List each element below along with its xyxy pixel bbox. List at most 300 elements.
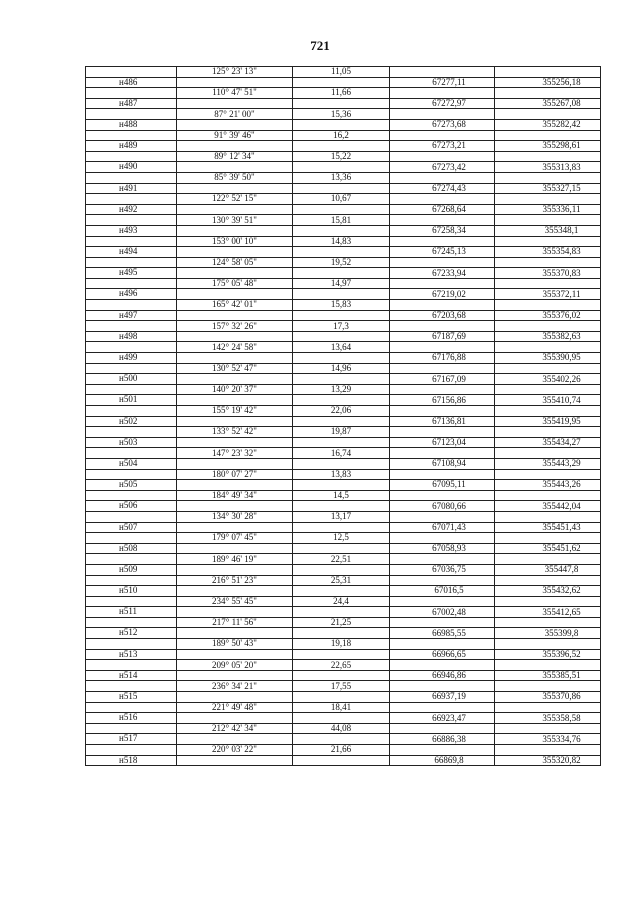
table-row: [86, 406, 601, 417]
distance-cell: [293, 755, 390, 766]
point-name-cell: [86, 406, 177, 417]
x-coordinate-cell: [390, 257, 495, 268]
distance-cell: [293, 183, 390, 194]
y-coordinate-cell: 355451,62: [495, 543, 601, 554]
x-coordinate-cell: 67176,88: [390, 353, 495, 364]
table-row: [86, 575, 601, 586]
x-coordinate-cell: [390, 639, 495, 650]
table-row: [86, 289, 601, 300]
distance-cell: 19,18: [293, 639, 390, 650]
y-coordinate-cell: [495, 660, 601, 671]
distance-cell: [293, 162, 390, 173]
table-row: [86, 342, 601, 353]
distance-cell: 17,55: [293, 681, 390, 692]
point-name-cell: [86, 257, 177, 268]
x-coordinate-cell: 67071,43: [390, 522, 495, 533]
direction-angle-cell: 91° 39' 46": [177, 130, 293, 141]
direction-angle-cell: [177, 162, 293, 173]
y-coordinate-cell: 355396,52: [495, 649, 601, 660]
direction-angle-cell: [177, 247, 293, 258]
point-name-cell: н518: [86, 755, 177, 766]
y-coordinate-cell: [495, 723, 601, 734]
x-coordinate-cell: [390, 88, 495, 99]
direction-angle-cell: 124° 58' 05": [177, 257, 293, 268]
y-coordinate-cell: 355313,83: [495, 162, 601, 173]
direction-angle-cell: [177, 564, 293, 575]
point-name-cell: [86, 300, 177, 311]
table-row: [86, 247, 601, 258]
direction-angle-cell: [177, 119, 293, 130]
direction-angle-cell: [177, 480, 293, 491]
direction-angle-cell: [177, 310, 293, 321]
table-row: [86, 215, 601, 226]
table-row: [86, 77, 601, 88]
x-coordinate-cell: 67167,09: [390, 374, 495, 385]
x-coordinate-cell: 67245,13: [390, 247, 495, 258]
point-name-cell: [86, 236, 177, 247]
distance-cell: [293, 141, 390, 152]
table-row: [86, 564, 601, 575]
direction-angle-cell: [177, 98, 293, 109]
y-coordinate-cell: 355412,65: [495, 607, 601, 618]
point-name-cell: н517: [86, 734, 177, 745]
table-row: [86, 734, 601, 745]
y-coordinate-cell: [495, 236, 601, 247]
y-coordinate-cell: 355443,29: [495, 458, 601, 469]
y-coordinate-cell: 355327,15: [495, 183, 601, 194]
direction-angle-cell: 142° 24' 58": [177, 342, 293, 353]
y-coordinate-cell: 355298,61: [495, 141, 601, 152]
y-coordinate-cell: [495, 257, 601, 268]
x-coordinate-cell: 67136,81: [390, 416, 495, 427]
point-name-cell: [86, 194, 177, 205]
distance-cell: [293, 247, 390, 258]
x-coordinate-cell: 67156,86: [390, 395, 495, 406]
table-row: [86, 554, 601, 565]
table-row: [86, 183, 601, 194]
distance-cell: 21,25: [293, 617, 390, 628]
table-row: [86, 723, 601, 734]
point-name-cell: [86, 384, 177, 395]
y-coordinate-cell: 355336,11: [495, 204, 601, 215]
direction-angle-cell: [177, 670, 293, 681]
y-coordinate-cell: 355410,74: [495, 395, 601, 406]
x-coordinate-cell: 66923,47: [390, 713, 495, 724]
x-coordinate-cell: [390, 130, 495, 141]
point-name-cell: [86, 745, 177, 756]
y-coordinate-cell: [495, 511, 601, 522]
direction-angle-cell: 89° 12' 34": [177, 151, 293, 162]
y-coordinate-cell: 355451,43: [495, 522, 601, 533]
direction-angle-cell: 189° 50' 43": [177, 639, 293, 650]
point-name-cell: н510: [86, 586, 177, 597]
distance-cell: 13,29: [293, 384, 390, 395]
direction-angle-cell: [177, 713, 293, 724]
x-coordinate-cell: 67095,11: [390, 480, 495, 491]
y-coordinate-cell: 355443,26: [495, 480, 601, 491]
table-row: [86, 130, 601, 141]
distance-cell: [293, 586, 390, 597]
y-coordinate-cell: [495, 194, 601, 205]
point-name-cell: [86, 702, 177, 713]
direction-angle-cell: 180° 07' 27": [177, 469, 293, 480]
table-row: [86, 194, 601, 205]
point-name-cell: н500: [86, 374, 177, 385]
distance-cell: 15,83: [293, 300, 390, 311]
x-coordinate-cell: [390, 406, 495, 417]
distance-cell: [293, 98, 390, 109]
table-row: [86, 98, 601, 109]
distance-cell: 25,31: [293, 575, 390, 586]
table-row: [86, 649, 601, 660]
x-coordinate-cell: 67273,68: [390, 119, 495, 130]
x-coordinate-cell: [390, 236, 495, 247]
table-row: [86, 469, 601, 480]
point-name-cell: н491: [86, 183, 177, 194]
distance-cell: [293, 564, 390, 575]
direction-angle-cell: [177, 183, 293, 194]
direction-angle-cell: 221° 49' 48": [177, 702, 293, 713]
y-coordinate-cell: [495, 554, 601, 565]
point-name-cell: н504: [86, 458, 177, 469]
direction-angle-cell: 212° 42' 34": [177, 723, 293, 734]
direction-angle-cell: 134° 30' 28": [177, 511, 293, 522]
y-coordinate-cell: [495, 702, 601, 713]
distance-cell: 11,05: [293, 67, 390, 78]
direction-angle-cell: 209° 05' 20": [177, 660, 293, 671]
x-coordinate-cell: 67203,68: [390, 310, 495, 321]
point-name-cell: н492: [86, 204, 177, 215]
point-name-cell: [86, 130, 177, 141]
distance-cell: 16,2: [293, 130, 390, 141]
point-name-cell: н513: [86, 649, 177, 660]
distance-cell: [293, 119, 390, 130]
direction-angle-cell: [177, 586, 293, 597]
y-coordinate-cell: 355402,26: [495, 374, 601, 385]
direction-angle-cell: 216° 51' 23": [177, 575, 293, 586]
point-name-cell: [86, 617, 177, 628]
distance-cell: 12,5: [293, 533, 390, 544]
y-coordinate-cell: 355399,8: [495, 628, 601, 639]
direction-angle-cell: [177, 225, 293, 236]
x-coordinate-cell: 66937,19: [390, 692, 495, 703]
table-row: [86, 268, 601, 279]
point-name-cell: н499: [86, 353, 177, 364]
direction-angle-cell: [177, 458, 293, 469]
x-coordinate-cell: 66966,65: [390, 649, 495, 660]
table-row: [86, 119, 601, 130]
point-name-cell: [86, 67, 177, 78]
direction-angle-cell: 130° 39' 51": [177, 215, 293, 226]
table-row: [86, 660, 601, 671]
table-row: [86, 88, 601, 99]
distance-cell: 19,87: [293, 427, 390, 438]
point-name-cell: н512: [86, 628, 177, 639]
direction-angle-cell: [177, 522, 293, 533]
distance-cell: [293, 458, 390, 469]
x-coordinate-cell: [390, 723, 495, 734]
y-coordinate-cell: [495, 639, 601, 650]
y-coordinate-cell: 355320,82: [495, 755, 601, 766]
point-name-cell: [86, 596, 177, 607]
table-row: [86, 109, 601, 120]
y-coordinate-cell: [495, 681, 601, 692]
point-name-cell: [86, 681, 177, 692]
direction-angle-cell: 87° 21' 00": [177, 109, 293, 120]
direction-angle-cell: [177, 543, 293, 554]
direction-angle-cell: 184° 49' 34": [177, 490, 293, 501]
x-coordinate-cell: [390, 67, 495, 78]
point-name-cell: н495: [86, 268, 177, 279]
x-coordinate-cell: [390, 660, 495, 671]
direction-angle-cell: 110° 47' 51": [177, 88, 293, 99]
x-coordinate-cell: [390, 427, 495, 438]
direction-angle-cell: 147° 23' 32": [177, 448, 293, 459]
point-name-cell: [86, 448, 177, 459]
distance-cell: [293, 353, 390, 364]
table-row: [86, 300, 601, 311]
x-coordinate-cell: 67277,11: [390, 77, 495, 88]
direction-angle-cell: 179° 07' 45": [177, 533, 293, 544]
y-coordinate-cell: 355348,1: [495, 225, 601, 236]
x-coordinate-cell: [390, 702, 495, 713]
x-coordinate-cell: 67273,42: [390, 162, 495, 173]
direction-angle-cell: [177, 734, 293, 745]
y-coordinate-cell: [495, 67, 601, 78]
table-row: [86, 543, 601, 554]
y-coordinate-cell: 355434,27: [495, 437, 601, 448]
distance-cell: 13,64: [293, 342, 390, 353]
x-coordinate-cell: [390, 448, 495, 459]
distance-cell: [293, 543, 390, 554]
table-row: [86, 480, 601, 491]
point-name-cell: н502: [86, 416, 177, 427]
x-coordinate-cell: [390, 511, 495, 522]
page-number: 721: [310, 38, 330, 53]
point-name-cell: н493: [86, 225, 177, 236]
point-name-cell: [86, 511, 177, 522]
point-name-cell: [86, 723, 177, 734]
coordinates-table: [85, 66, 601, 766]
distance-cell: 14,96: [293, 363, 390, 374]
distance-cell: [293, 204, 390, 215]
direction-angle-cell: 155° 19' 42": [177, 406, 293, 417]
direction-angle-cell: 157° 32' 26": [177, 321, 293, 332]
distance-cell: 14,83: [293, 236, 390, 247]
point-name-cell: н506: [86, 501, 177, 512]
distance-cell: 14,5: [293, 490, 390, 501]
x-coordinate-cell: [390, 278, 495, 289]
point-name-cell: н516: [86, 713, 177, 724]
y-coordinate-cell: 355432,62: [495, 586, 601, 597]
table-row: [86, 490, 601, 501]
distance-cell: [293, 480, 390, 491]
distance-cell: 22,51: [293, 554, 390, 565]
distance-cell: 10,67: [293, 194, 390, 205]
x-coordinate-cell: [390, 533, 495, 544]
distance-cell: 15,36: [293, 109, 390, 120]
distance-cell: [293, 268, 390, 279]
y-coordinate-cell: 355256,18: [495, 77, 601, 88]
distance-cell: 22,65: [293, 660, 390, 671]
table-row: [86, 639, 601, 650]
direction-angle-cell: [177, 77, 293, 88]
point-name-cell: н503: [86, 437, 177, 448]
point-name-cell: [86, 533, 177, 544]
x-coordinate-cell: [390, 300, 495, 311]
x-coordinate-cell: [390, 172, 495, 183]
table-row: [86, 501, 601, 512]
distance-cell: [293, 437, 390, 448]
point-name-cell: [86, 490, 177, 501]
distance-cell: 17,3: [293, 321, 390, 332]
point-name-cell: н498: [86, 331, 177, 342]
y-coordinate-cell: [495, 384, 601, 395]
distance-cell: [293, 416, 390, 427]
x-coordinate-cell: [390, 342, 495, 353]
table-row: [86, 67, 601, 78]
y-coordinate-cell: [495, 278, 601, 289]
table-row: [86, 458, 601, 469]
x-coordinate-cell: [390, 469, 495, 480]
distance-cell: [293, 734, 390, 745]
distance-cell: [293, 607, 390, 618]
direction-angle-cell: [177, 204, 293, 215]
table-row: [86, 331, 601, 342]
table-row: [86, 586, 601, 597]
distance-cell: 16,74: [293, 448, 390, 459]
y-coordinate-cell: [495, 321, 601, 332]
x-coordinate-cell: 67273,21: [390, 141, 495, 152]
y-coordinate-cell: [495, 533, 601, 544]
x-coordinate-cell: [390, 554, 495, 565]
y-coordinate-cell: 355382,63: [495, 331, 601, 342]
x-coordinate-cell: [390, 384, 495, 395]
distance-cell: 11,66: [293, 88, 390, 99]
direction-angle-cell: [177, 628, 293, 639]
distance-cell: 44,08: [293, 723, 390, 734]
table-row: [86, 310, 601, 321]
point-name-cell: [86, 469, 177, 480]
direction-angle-cell: [177, 353, 293, 364]
x-coordinate-cell: 67080,66: [390, 501, 495, 512]
y-coordinate-cell: [495, 109, 601, 120]
y-coordinate-cell: [495, 151, 601, 162]
table-row: [86, 670, 601, 681]
point-name-cell: [86, 554, 177, 565]
y-coordinate-cell: [495, 596, 601, 607]
x-coordinate-cell: [390, 617, 495, 628]
y-coordinate-cell: 355376,02: [495, 310, 601, 321]
y-coordinate-cell: [495, 406, 601, 417]
point-name-cell: н509: [86, 564, 177, 575]
table-row: [86, 681, 601, 692]
direction-angle-cell: 165° 42' 01": [177, 300, 293, 311]
y-coordinate-cell: [495, 172, 601, 183]
direction-angle-cell: [177, 374, 293, 385]
distance-cell: [293, 522, 390, 533]
distance-cell: 13,36: [293, 172, 390, 183]
y-coordinate-cell: [495, 215, 601, 226]
point-name-cell: [86, 172, 177, 183]
direction-angle-cell: 217° 11' 56": [177, 617, 293, 628]
direction-angle-cell: [177, 501, 293, 512]
coordinates-table-body: [86, 67, 601, 766]
y-coordinate-cell: 355447,8: [495, 564, 601, 575]
distance-cell: 15,81: [293, 215, 390, 226]
direction-angle-cell: 125° 23' 13": [177, 67, 293, 78]
y-coordinate-cell: 355385,51: [495, 670, 601, 681]
table-row: [86, 533, 601, 544]
point-name-cell: [86, 321, 177, 332]
distance-cell: [293, 692, 390, 703]
direction-angle-cell: [177, 416, 293, 427]
direction-angle-cell: [177, 649, 293, 660]
table-row: [86, 617, 601, 628]
direction-angle-cell: 130° 52' 47": [177, 363, 293, 374]
table-row: [86, 745, 601, 756]
y-coordinate-cell: [495, 300, 601, 311]
table-row: [86, 225, 601, 236]
direction-angle-cell: 234° 55' 45": [177, 596, 293, 607]
point-name-cell: [86, 639, 177, 650]
direction-angle-cell: [177, 395, 293, 406]
x-coordinate-cell: 67272,97: [390, 98, 495, 109]
x-coordinate-cell: 67274,43: [390, 183, 495, 194]
direction-angle-cell: 133° 52' 42": [177, 427, 293, 438]
x-coordinate-cell: 67058,93: [390, 543, 495, 554]
x-coordinate-cell: 67258,34: [390, 225, 495, 236]
x-coordinate-cell: 67016,5: [390, 586, 495, 597]
table-row: [86, 448, 601, 459]
table-row: [86, 628, 601, 639]
y-coordinate-cell: [495, 342, 601, 353]
direction-angle-cell: 140° 20' 37": [177, 384, 293, 395]
y-coordinate-cell: 355334,76: [495, 734, 601, 745]
table-row: [86, 374, 601, 385]
distance-cell: [293, 395, 390, 406]
table-row: [86, 511, 601, 522]
point-name-cell: [86, 427, 177, 438]
table-row: [86, 321, 601, 332]
table-row: [86, 384, 601, 395]
point-name-cell: н486: [86, 77, 177, 88]
y-coordinate-cell: [495, 130, 601, 141]
direction-angle-cell: 175° 05' 48": [177, 278, 293, 289]
x-coordinate-cell: 67187,69: [390, 331, 495, 342]
distance-cell: 24,4: [293, 596, 390, 607]
point-name-cell: [86, 342, 177, 353]
point-name-cell: н488: [86, 119, 177, 130]
y-coordinate-cell: [495, 88, 601, 99]
table-row: [86, 363, 601, 374]
y-coordinate-cell: [495, 575, 601, 586]
distance-cell: [293, 670, 390, 681]
y-coordinate-cell: [495, 469, 601, 480]
direction-angle-cell: 122° 52' 15": [177, 194, 293, 205]
point-name-cell: н515: [86, 692, 177, 703]
point-name-cell: н505: [86, 480, 177, 491]
distance-cell: 22,06: [293, 406, 390, 417]
x-coordinate-cell: 67123,04: [390, 437, 495, 448]
point-name-cell: н508: [86, 543, 177, 554]
x-coordinate-cell: 67036,75: [390, 564, 495, 575]
y-coordinate-cell: [495, 490, 601, 501]
direction-angle-cell: [177, 331, 293, 342]
x-coordinate-cell: 67108,94: [390, 458, 495, 469]
table-row: [86, 427, 601, 438]
point-name-cell: н514: [86, 670, 177, 681]
